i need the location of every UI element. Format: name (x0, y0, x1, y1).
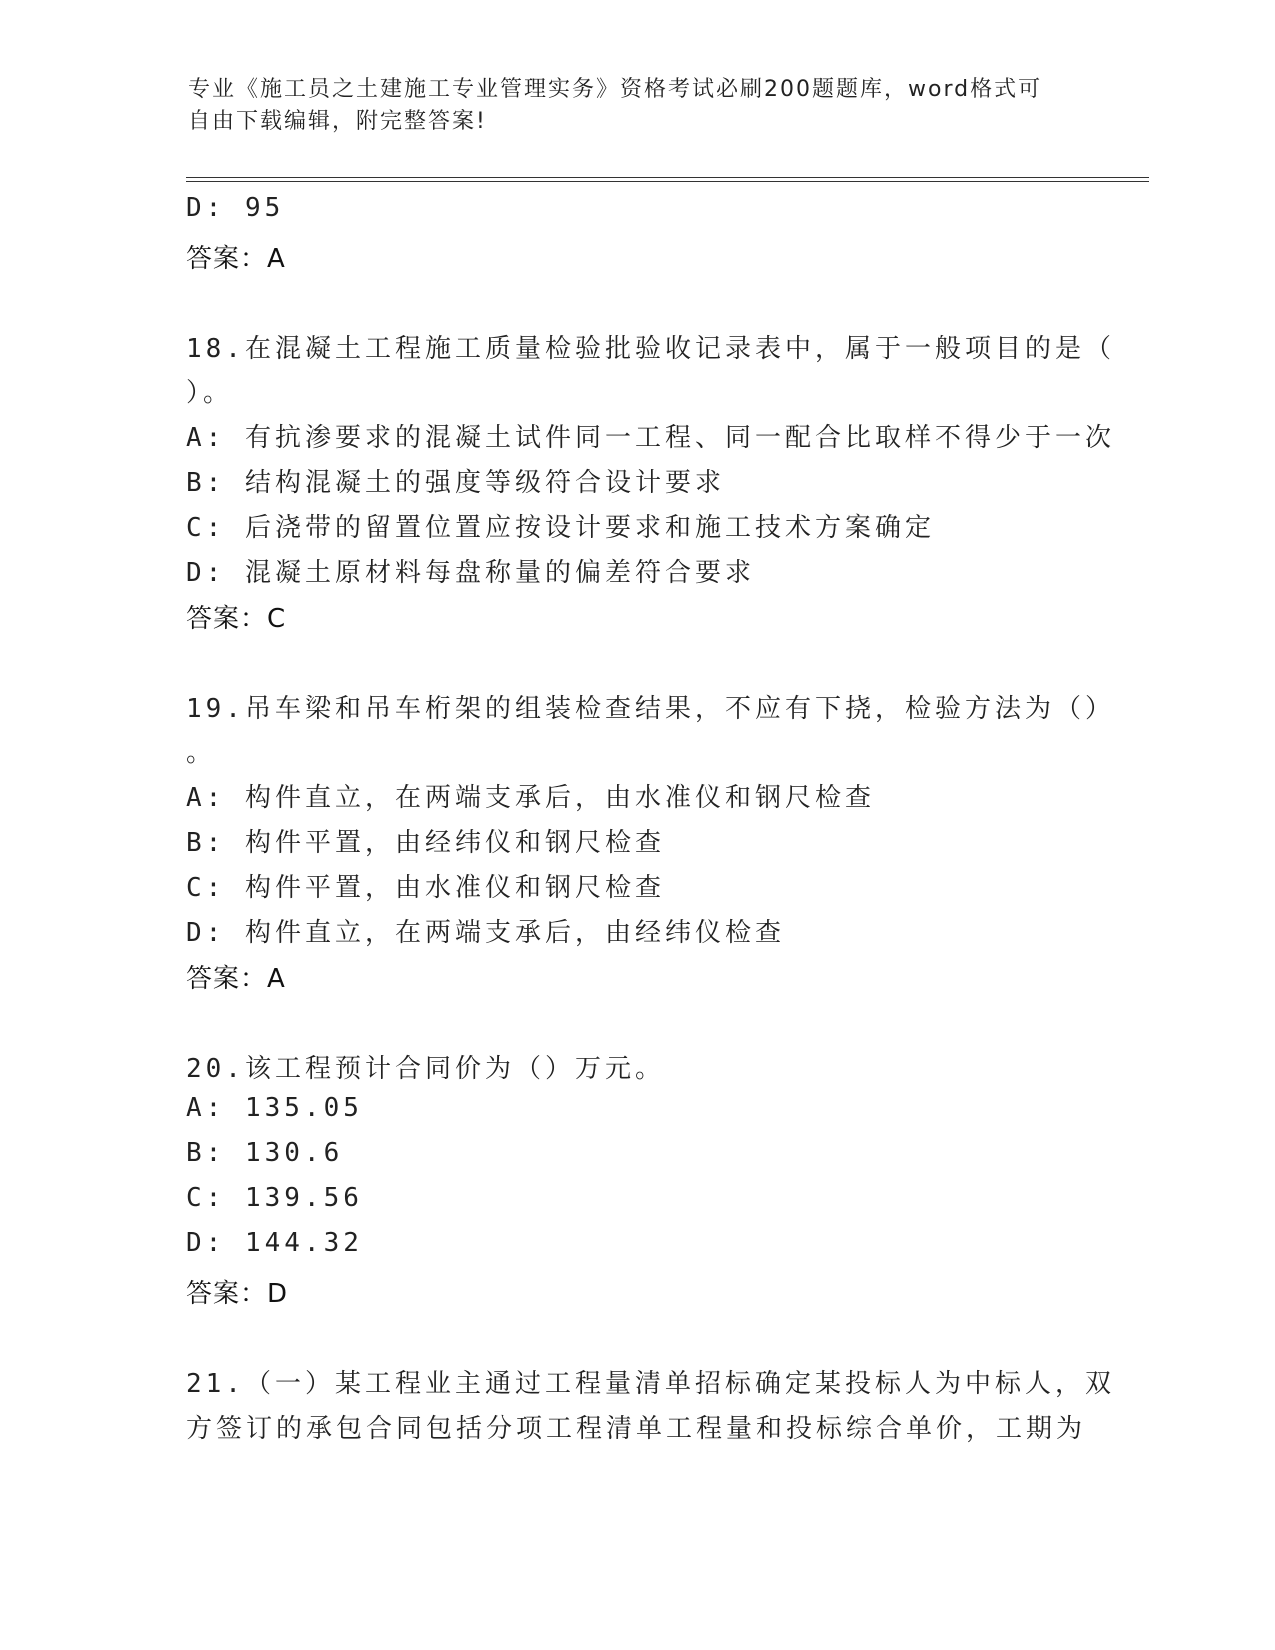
q20-stem: 20.该工程预计合同价为（）万元。 (186, 1054, 665, 1084)
prev-answer: 答案：A (186, 244, 286, 274)
q18-answer: 答案：C (186, 604, 287, 634)
q19-option-c: C: 构件平置，由水准仪和钢尺检查 (186, 873, 665, 903)
q20-option-b: B: 130.6 (186, 1138, 344, 1168)
q18-stem-line-2: ）。 (186, 378, 234, 408)
header-line-1: 专业《施工员之土建施工专业管理实务》资格考试必刷200题题库，word格式可 (188, 77, 1043, 102)
prev-option-d: D: 95 (186, 193, 285, 223)
q21-stem-line-2: 方签订的承包合同包括分项工程清单工程量和投标综合单价，工期为 (186, 1414, 1087, 1444)
document-header (188, 74, 1088, 138)
q20-option-a: A: 135.05 (186, 1093, 363, 1123)
q19-option-d: D: 构件直立，在两端支承后，由经纬仪检查 (186, 918, 785, 948)
q21-stem-line-1: 21.（一）某工程业主通过工程量清单招标确定某投标人为中标人，双 (186, 1369, 1115, 1399)
header-rule-top (186, 177, 1149, 178)
header-line-2: 自由下载编辑，附完整答案! (188, 109, 487, 134)
q19-stem-line-1: 19.吊车梁和吊车桁架的组装检查结果，不应有下挠，检验方法为（） (186, 694, 1115, 724)
q20-option-c: C: 139.56 (186, 1183, 363, 1213)
header-rule-bottom (186, 181, 1149, 182)
q19-option-a: A: 构件直立，在两端支承后，由水准仪和钢尺检查 (186, 783, 875, 813)
q19-answer: 答案：A (186, 964, 286, 994)
q20-answer: 答案：D (186, 1279, 289, 1309)
q18-option-d: D: 混凝土原材料每盘称量的偏差符合要求 (186, 558, 755, 588)
q20-option-d: D: 144.32 (186, 1228, 363, 1258)
q19-option-b: B: 构件平置，由经纬仪和钢尺检查 (186, 828, 665, 858)
q18-option-b: B: 结构混凝土的强度等级符合设计要求 (186, 468, 725, 498)
q19-stem-line-2: 。 (186, 738, 217, 768)
q18-option-c: C: 后浇带的留置位置应按设计要求和施工技术方案确定 (186, 513, 935, 543)
q18-stem-line-1: 18.在混凝土工程施工质量检验批验收记录表中，属于一般项目的是（ (186, 334, 1115, 364)
q18-option-a: A: 有抗渗要求的混凝土试件同一工程、同一配合比取样不得少于一次 (186, 423, 1115, 453)
